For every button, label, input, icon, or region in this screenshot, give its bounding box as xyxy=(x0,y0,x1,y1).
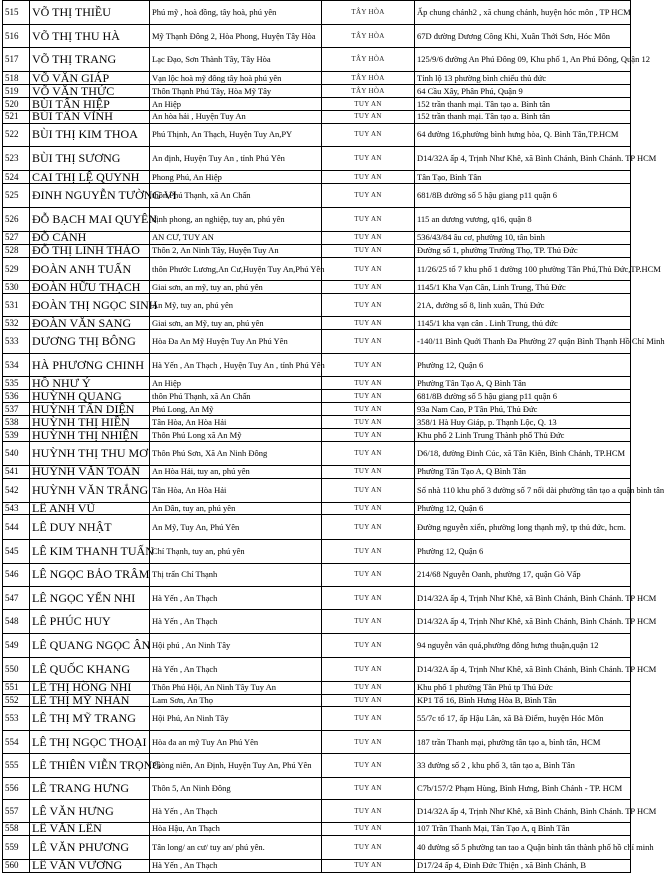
full-name-cell: LÊ PHÚC HUY xyxy=(30,610,150,634)
district-cell: TÂY HÒA xyxy=(322,48,415,72)
full-name-cell: ĐOÀN HỮU THẠCH xyxy=(30,281,150,294)
district-cell: TUY AN xyxy=(322,859,415,872)
full-name-cell: ĐỖ BẠCH MAI QUYÊN xyxy=(30,208,150,232)
full-name-cell: VÕ THỊ TRANG xyxy=(30,48,150,72)
district-cell: TUY AN xyxy=(322,146,415,171)
hometown-address-cell: An Hiệp xyxy=(150,377,322,390)
district-cell: TUY AN xyxy=(322,564,415,587)
current-address-cell: 11/26/25 tổ 7 khu phố 1 đường 100 phường Tân Phú,Thủ Đức,TP.HCM xyxy=(415,257,631,281)
hometown-address-cell: thôn Phước Lương,An Cư,Huyện Tuy An,Phú Yên xyxy=(150,257,322,281)
district-cell: TUY AN xyxy=(322,281,415,294)
table-row xyxy=(3,478,631,502)
full-name-cell: LÊ VĂN PHƯƠNG xyxy=(30,835,150,859)
hometown-address-cell: Phú Thịnh, An Thạch, Huyện Tuy An,PY xyxy=(150,123,322,146)
table-row xyxy=(3,390,631,403)
row-number-cell: 527 xyxy=(3,231,30,244)
district-cell: TUY AN xyxy=(322,502,415,515)
district-cell: TÂY HÒA xyxy=(322,1,415,25)
current-address-cell: KP1 Tổ 16, Bình Hưng Hòa B, Bình Tân xyxy=(415,694,631,707)
hometown-address-cell: Hà Yến , An Thạch xyxy=(150,800,322,823)
hometown-address-cell: Phong Phú, An Hiệp xyxy=(150,171,322,184)
hometown-address-cell: Thôn Phú Hội, An Ninh Tây Tuy An xyxy=(150,681,322,694)
table-row xyxy=(3,329,631,353)
hometown-address-cell: Hội Phú, An Ninh Tây xyxy=(150,707,322,731)
hometown-address-cell: Thị trấn Chí Thạnh xyxy=(150,564,322,587)
table-row xyxy=(3,111,631,124)
full-name-cell: ĐOÀN VĂN SANG xyxy=(30,317,150,330)
table-row xyxy=(3,1,631,25)
current-address-cell: -140/11 Bình Quới Thanh Đa Phường 27 quận Bình Thạnh Hồ Chí Minh xyxy=(415,329,631,353)
table-row xyxy=(3,707,631,731)
table-row xyxy=(3,465,631,478)
full-name-cell: LÊ THỊ HỒNG NHI xyxy=(30,681,150,694)
table-row xyxy=(3,146,631,171)
hometown-address-cell: Thôn 5, An Ninh Đông xyxy=(150,777,322,800)
table-row xyxy=(3,429,631,442)
district-cell: TUY AN xyxy=(322,416,415,429)
table-row xyxy=(3,515,631,540)
table-row xyxy=(3,859,631,872)
current-address-cell: Số nhà 110 khu phố 3 đường số 7 nối dài phường tân tạo a quận bình tân xyxy=(415,478,631,502)
full-name-cell: HUỲNH THỊ THU MƠ xyxy=(30,442,150,466)
hometown-address-cell: Lam Sơn, An Thọ xyxy=(150,694,322,707)
row-number-cell: 540 xyxy=(3,442,30,466)
row-number-cell: 526 xyxy=(3,208,30,232)
hometown-address-cell: Hà Yến , An Thạch xyxy=(150,859,322,872)
table-row xyxy=(3,753,631,777)
row-number-cell: 549 xyxy=(3,634,30,658)
row-number-cell: 544 xyxy=(3,515,30,540)
full-name-cell: HUỲNH VĂN TRẮNG xyxy=(30,478,150,502)
district-cell: TÂY HÒA xyxy=(322,24,415,48)
current-address-cell: Phường Tân Tạo A, Q Bình Tân xyxy=(415,377,631,390)
full-name-cell: LÊ DUY NHẬT xyxy=(30,515,150,540)
full-name-cell: VÕ THỊ THIỀU xyxy=(30,1,150,25)
district-cell: TUY AN xyxy=(322,777,415,800)
row-number-cell: 530 xyxy=(3,281,30,294)
hometown-address-cell: Chí Thạnh, tuy an, phú yên xyxy=(150,540,322,564)
row-number-cell: 534 xyxy=(3,353,30,377)
district-cell: TUY AN xyxy=(322,442,415,466)
row-number-cell: 553 xyxy=(3,707,30,731)
row-number-cell: 517 xyxy=(3,48,30,72)
hometown-address-cell: Tân long/ an cư/ tuy an/ phú yên. xyxy=(150,835,322,859)
table-row xyxy=(3,586,631,610)
full-name-cell: LÊ ANH VŨ xyxy=(30,502,150,515)
full-name-cell: BÙI TẤN VĨNH xyxy=(30,111,150,124)
full-name-cell: LÊ THIÊN VIỄN TRỌNG xyxy=(30,753,150,777)
table-row xyxy=(3,610,631,634)
district-cell: TUY AN xyxy=(322,610,415,634)
full-name-cell: LÊ KIM THANH TUẤN xyxy=(30,540,150,564)
current-address-cell: 214/68 Nguyễn Oanh, phường 17, quận Gò Vấp xyxy=(415,564,631,587)
table-row xyxy=(3,564,631,587)
row-number-cell: 538 xyxy=(3,416,30,429)
table-row xyxy=(3,694,631,707)
row-number-cell: 521 xyxy=(3,111,30,124)
full-name-cell: LÊ NGỌC YẾN NHI xyxy=(30,586,150,610)
row-number-cell: 546 xyxy=(3,564,30,587)
district-cell: TUY AN xyxy=(322,478,415,502)
current-address-cell: D14/32A ấp 4, Trịnh Như Khê, xã Bình Chánh, Bình Chánh. TP HCM xyxy=(415,800,631,823)
hometown-address-cell: Vạn lộc hoà mỹ đông tây hoà phú yên xyxy=(150,72,322,85)
row-number-cell: 545 xyxy=(3,540,30,564)
full-name-cell: HUỲNH QUANG xyxy=(30,390,150,403)
table-row xyxy=(3,171,631,184)
hometown-address-cell: Thôn Phú Sơn, Xã An Ninh Đông xyxy=(150,442,322,466)
full-name-cell: LÊ TRANG HƯNG xyxy=(30,777,150,800)
residents-table xyxy=(2,0,665,873)
hometown-address-cell: Hòa đa an mỹ Tuy An Phú Yên xyxy=(150,731,322,754)
full-name-cell: HUỲNH TẤN DIỆN xyxy=(30,403,150,416)
row-number-cell: 522 xyxy=(3,123,30,146)
row-number-cell: 560 xyxy=(3,859,30,872)
full-name-cell: LÊ THỊ MỸ NHÀN xyxy=(30,694,150,707)
row-number-cell: 550 xyxy=(3,657,30,681)
district-cell: TUY AN xyxy=(322,123,415,146)
district-cell: TUY AN xyxy=(322,329,415,353)
current-address-cell: 93a Nam Cao, P Tân Phú, Thủ Đức xyxy=(415,403,631,416)
district-cell: TUY AN xyxy=(322,111,415,124)
district-cell: TUY AN xyxy=(322,208,415,232)
current-address-cell: 94 nguyễn văn quá,phường đông hưng thuận,quận 12 xyxy=(415,634,631,658)
current-address-cell: Phường 12, Quận 6 xyxy=(415,502,631,515)
row-number-cell: 533 xyxy=(3,329,30,353)
table-row xyxy=(3,731,631,754)
current-address-cell: Ấp chung chánh2 , xã chung chánh, huyện hóc môn , TP HCM xyxy=(415,1,631,25)
table-row xyxy=(3,72,631,85)
district-cell: TUY AN xyxy=(322,317,415,330)
district-cell: TUY AN xyxy=(322,515,415,540)
hometown-address-cell: Hà Yến , An Thạch , Huyện Tuy An , tỉnh Phú Yên xyxy=(150,353,322,377)
district-cell: TUY AN xyxy=(322,184,415,208)
current-address-cell: 107 Trần Thanh Mại, Tân Tạo A, q Bình Tân xyxy=(415,822,631,835)
full-name-cell: LÊ QUỐC KHANG xyxy=(30,657,150,681)
district-cell: TUY AN xyxy=(322,586,415,610)
district-cell: TÂY HÒA xyxy=(322,85,415,98)
row-number-cell: 523 xyxy=(3,146,30,171)
row-number-cell: 555 xyxy=(3,753,30,777)
full-name-cell: ĐOÀN ANH TUẤN xyxy=(30,257,150,281)
table-row xyxy=(3,657,631,681)
current-address-cell: Đường nguyễn xiển, phường long thạnh mỹ, tp thủ đức, hcm. xyxy=(415,515,631,540)
current-address-cell: 681/8B đường số 5 hậu giang p11 quận 6 xyxy=(415,390,631,403)
table-row xyxy=(3,85,631,98)
table-row xyxy=(3,442,631,466)
district-cell: TUY AN xyxy=(322,731,415,754)
hometown-address-cell: Tân Hòa, An Hòa Hải xyxy=(150,416,322,429)
district-cell: TUY AN xyxy=(322,753,415,777)
row-number-cell: 536 xyxy=(3,390,30,403)
table-row xyxy=(3,24,631,48)
full-name-cell: VÕ VĂN THỨC xyxy=(30,85,150,98)
district-cell: TUY AN xyxy=(322,681,415,694)
full-name-cell: LÊ VĂN HƯNG xyxy=(30,800,150,823)
full-name-cell: ĐOÀN THỊ NGỌC SINH xyxy=(30,294,150,317)
full-name-cell: HUỲNH THỊ NHIỆN xyxy=(30,429,150,442)
row-number-cell: 547 xyxy=(3,586,30,610)
current-address-cell: 536/43/84 âu cơ, phường 10, tân bình xyxy=(415,231,631,244)
hometown-address-cell: An hòa hải , Huyện Tuy An xyxy=(150,111,322,124)
current-address-cell: 64 đường 16,phường bình hưng hòa, Q. Bình Tân,TP.HCM xyxy=(415,123,631,146)
district-cell: TUY AN xyxy=(322,465,415,478)
table-row xyxy=(3,184,631,208)
row-number-cell: 552 xyxy=(3,694,30,707)
current-address-cell: D14/32A ấp 4, Trịnh Như Khê, xã Bình Chánh, Bình Chánh. TP HCM xyxy=(415,610,631,634)
full-name-cell: BÙI THỊ KIM THOA xyxy=(30,123,150,146)
hometown-address-cell: An Hòa Hải, tuy an, phú yên xyxy=(150,465,322,478)
table-row xyxy=(3,800,631,823)
current-address-cell: Tỉnh lộ 13 phường bình chiểu thủ đức xyxy=(415,72,631,85)
current-address-cell: Tân Tạo, Bình Tân xyxy=(415,171,631,184)
row-number-cell: 543 xyxy=(3,502,30,515)
hometown-address-cell: Thôn Thạnh Phú Tây, Hòa Mỹ Tây xyxy=(150,85,322,98)
current-address-cell: Khu phố 1 phường Tân Phú tp Thủ Đức xyxy=(415,681,631,694)
hometown-address-cell: Hà Yến , An Thạch xyxy=(150,610,322,634)
current-address-cell: 33 đường số 2 , khu phố 3, tân tạo a, Bình Tân xyxy=(415,753,631,777)
row-number-cell: 551 xyxy=(3,681,30,694)
hometown-address-cell: An Mỹ, tuy an, phú yên xyxy=(150,294,322,317)
current-address-cell: D14/32A ấp 4, Trịnh Như Khê, xã Bình Chánh, Bình Chánh. TP HCM xyxy=(415,146,631,171)
row-number-cell: 519 xyxy=(3,85,30,98)
table-row xyxy=(3,317,631,330)
current-address-cell: Phường Tân Tạo A, Q Bình Tân xyxy=(415,465,631,478)
district-cell: TUY AN xyxy=(322,694,415,707)
row-number-cell: 515 xyxy=(3,1,30,25)
table-row xyxy=(3,244,631,257)
hometown-address-cell: Hội phú , An Ninh Tây xyxy=(150,634,322,658)
district-cell: TUY AN xyxy=(322,707,415,731)
hometown-address-cell: Phú Long, An Mỹ xyxy=(150,403,322,416)
district-cell: TUY AN xyxy=(322,657,415,681)
current-address-cell: 1145/1 Kha Vạn Cân, Linh Trung, Thủ Đức xyxy=(415,281,631,294)
full-name-cell: VÕ VĂN GIÁP xyxy=(30,72,150,85)
full-name-cell: CAI THỊ LỆ QUYNH xyxy=(30,171,150,184)
district-cell: TUY AN xyxy=(322,231,415,244)
full-name-cell: LÊ THỊ NGỌC THOẠI xyxy=(30,731,150,754)
table-row xyxy=(3,294,631,317)
district-cell: TUY AN xyxy=(322,377,415,390)
table-row xyxy=(3,634,631,658)
district-cell: TUY AN xyxy=(322,822,415,835)
current-address-cell: Khu phố 2 Linh Trung Thành phố Thủ Đức xyxy=(415,429,631,442)
row-number-cell: 531 xyxy=(3,294,30,317)
row-number-cell: 558 xyxy=(3,822,30,835)
current-address-cell: 187 trần Thanh mại, phường tân tạo a, bình tân, HCM xyxy=(415,731,631,754)
current-address-cell: D14/32A ấp 4, Trịnh Như Khê, xã Bình Chánh, Bình Chánh. TP HCM xyxy=(415,586,631,610)
hometown-address-cell: Mỹ Thạnh Đông 2, Hòa Phong, Huyện Tây Hòa xyxy=(150,24,322,48)
full-name-cell: DƯƠNG THỊ BÔNG xyxy=(30,329,150,353)
row-number-cell: 525 xyxy=(3,184,30,208)
row-number-cell: 528 xyxy=(3,244,30,257)
full-name-cell: ĐỖ THỊ LINH THẢO xyxy=(30,244,150,257)
current-address-cell: 152 trần thanh mại. Tân tạo a. Bình tân xyxy=(415,98,631,111)
table-row xyxy=(3,502,631,515)
hometown-address-cell: An Mỹ, Tuy An, Phú Yên xyxy=(150,515,322,540)
full-name-cell: HUỲNH VĂN TOÀN xyxy=(30,465,150,478)
current-address-cell: 64 Cầu Xây, Phân Phú, Quận 9 xyxy=(415,85,631,98)
hometown-address-cell: Giai sơn, an Mỹ, tuy an, phú yên xyxy=(150,317,322,330)
district-cell: TUY AN xyxy=(322,98,415,111)
district-cell: TÂY HÒA xyxy=(322,72,415,85)
hometown-address-cell: Hà Yến , An Thạch xyxy=(150,657,322,681)
full-name-cell: LÊ VĂN VƯƠNG xyxy=(30,859,150,872)
current-address-cell: D6/18, đường Đinh Cúc, xã Tân Kiên, Bình Chánh, TP.HCM xyxy=(415,442,631,466)
row-number-cell: 537 xyxy=(3,403,30,416)
row-number-cell: 554 xyxy=(3,731,30,754)
hometown-address-cell: Thôn 2, An Ninh Tây, Huyện Tuy An xyxy=(150,244,322,257)
row-number-cell: 548 xyxy=(3,610,30,634)
full-name-cell: ĐỖ CẢNH xyxy=(30,231,150,244)
table-row xyxy=(3,281,631,294)
hometown-address-cell: Lạc Đạo, Sơn Thành Tây, Tây Hòa xyxy=(150,48,322,72)
row-number-cell: 559 xyxy=(3,835,30,859)
row-number-cell: 542 xyxy=(3,478,30,502)
row-number-cell: 557 xyxy=(3,800,30,823)
current-address-cell: D17/24 ấp 4, Đinh Đức Thiện , xã Bình Chánh, B xyxy=(415,859,631,872)
table-row xyxy=(3,416,631,429)
district-cell: TUY AN xyxy=(322,257,415,281)
row-number-cell: 516 xyxy=(3,24,30,48)
table-row xyxy=(3,257,631,281)
full-name-cell: LÊ QUANG NGỌC ÂN xyxy=(30,634,150,658)
current-address-cell: Đường số 1, phường Trường Thọ, TP. Thủ Đức xyxy=(415,244,631,257)
row-number-cell: 532 xyxy=(3,317,30,330)
current-address-cell: Phường 12, Quận 6 xyxy=(415,353,631,377)
table-row xyxy=(3,822,631,835)
full-name-cell: LÊ VĂN LÊN xyxy=(30,822,150,835)
row-number-cell: 539 xyxy=(3,429,30,442)
row-number-cell: 518 xyxy=(3,72,30,85)
district-cell: TUY AN xyxy=(322,294,415,317)
current-address-cell: 115 an dương vương, q16, quận 8 xyxy=(415,208,631,232)
hometown-address-cell: thôn Phú Thạnh, xã An Chấn xyxy=(150,390,322,403)
district-cell: TUY AN xyxy=(322,800,415,823)
current-address-cell: 125/9/6 đường An Phú Đông 09, Khu phố 1, An Phú Đông, Quận 12 xyxy=(415,48,631,72)
hometown-address-cell: Tân Hòa, An Hòa Hải xyxy=(150,478,322,502)
hometown-address-cell: Thôn Phú Long xã An Mỹ xyxy=(150,429,322,442)
table-row xyxy=(3,48,631,72)
current-address-cell: C7b/157/2 Phạm Hùng, Bình Hưng, Bình Chánh - TP. HCM xyxy=(415,777,631,800)
hometown-address-cell: Hà Yến , An Thạch xyxy=(150,586,322,610)
row-number-cell: 520 xyxy=(3,98,30,111)
row-number-cell: 556 xyxy=(3,777,30,800)
table-row xyxy=(3,377,631,390)
full-name-cell: VÕ THỊ THU HÀ xyxy=(30,24,150,48)
table-row xyxy=(3,208,631,232)
table-row xyxy=(3,353,631,377)
hometown-address-cell: Phú mỹ , hoà đồng, tây hoà, phú yên xyxy=(150,1,322,25)
table-row xyxy=(3,835,631,859)
table-row xyxy=(3,403,631,416)
current-address-cell: 40 đường số 5 phường tan tao a Quận bình tân thành phố hồ chí minh xyxy=(415,835,631,859)
hometown-address-cell: định phong, an nghiệp, tuy an, phú yên xyxy=(150,208,322,232)
table-body xyxy=(3,1,665,873)
district-cell: TUY AN xyxy=(322,540,415,564)
district-cell: TUY AN xyxy=(322,403,415,416)
full-name-cell: ĐINH NGUYỄN TƯỜNG VI xyxy=(30,184,150,208)
current-address-cell: 681/8B đường số 5 hậu giang p11 quận 6 xyxy=(415,184,631,208)
hometown-address-cell: Hòa Đa An Mỹ Huyện Tuy An Phú Yên xyxy=(150,329,322,353)
full-name-cell: LÊ NGỌC BẢO TRÂM xyxy=(30,564,150,587)
current-address-cell: 1145/1 kha vạn cân . Linh Trung, thủ đức xyxy=(415,317,631,330)
district-cell: TUY AN xyxy=(322,390,415,403)
hometown-address-cell: An định, Huyện Tuy An , tỉnh Phú Yên xyxy=(150,146,322,171)
current-address-cell: 67D đường Dương Công Khi, Xuân Thới Sơn, Hóc Môn xyxy=(415,24,631,48)
hometown-address-cell: An Dân, tuy an, phú yên xyxy=(150,502,322,515)
hometown-address-cell: AN CƯ, TUY AN xyxy=(150,231,322,244)
full-name-cell: HỒ NHƯ Ý xyxy=(30,377,150,390)
table-row xyxy=(3,777,631,800)
hometown-address-cell: Phòng niên, An Định, Huyện Tuy An, Phú Yên xyxy=(150,753,322,777)
current-address-cell: 358/1 Hà Huy Giáp, p. Thạnh Lộc, Q. 13 xyxy=(415,416,631,429)
row-number-cell: 541 xyxy=(3,465,30,478)
current-address-cell: 55/7c tổ 17, ấp Hậu Lân, xã Bà Điểm, huyện Hóc Môn xyxy=(415,707,631,731)
district-cell: TUY AN xyxy=(322,244,415,257)
district-cell: TUY AN xyxy=(322,429,415,442)
hometown-address-cell: Giai sơn, an mỹ, tuy an, phú yên xyxy=(150,281,322,294)
district-cell: TUY AN xyxy=(322,835,415,859)
table-row xyxy=(3,540,631,564)
current-address-cell: 21A, đường số 8, linh xuân, Thủ Đức xyxy=(415,294,631,317)
current-address-cell: Phường 12, Quận 6 xyxy=(415,540,631,564)
district-cell: TUY AN xyxy=(322,634,415,658)
row-number-cell: 529 xyxy=(3,257,30,281)
full-name-cell: HUỲNH THỊ HIỀN xyxy=(30,416,150,429)
full-name-cell: BÙI TẤN HIỆP xyxy=(30,98,150,111)
row-number-cell: 535 xyxy=(3,377,30,390)
hometown-address-cell: An Hiệp xyxy=(150,98,322,111)
row-number-cell: 524 xyxy=(3,171,30,184)
table-row xyxy=(3,123,631,146)
full-name-cell: LÊ THỊ MỸ TRANG xyxy=(30,707,150,731)
current-address-cell: 152 trần thanh mại. Tân tạo a. Bình tân xyxy=(415,111,631,124)
full-name-cell: HÀ PHƯƠNG CHINH xyxy=(30,353,150,377)
hometown-address-cell: thôn Phú Thạnh, xã An Chấn xyxy=(150,184,322,208)
current-address-cell: D14/32A ấp 4, Trịnh Như Khê, xã Bình Chánh, Bình Chánh. TP HCM xyxy=(415,657,631,681)
full-name-cell: BÙI THỊ SƯƠNG xyxy=(30,146,150,171)
district-cell: TUY AN xyxy=(322,171,415,184)
hometown-address-cell: Hòa Hậu, An Thạch xyxy=(150,822,322,835)
district-cell: TUY AN xyxy=(322,353,415,377)
